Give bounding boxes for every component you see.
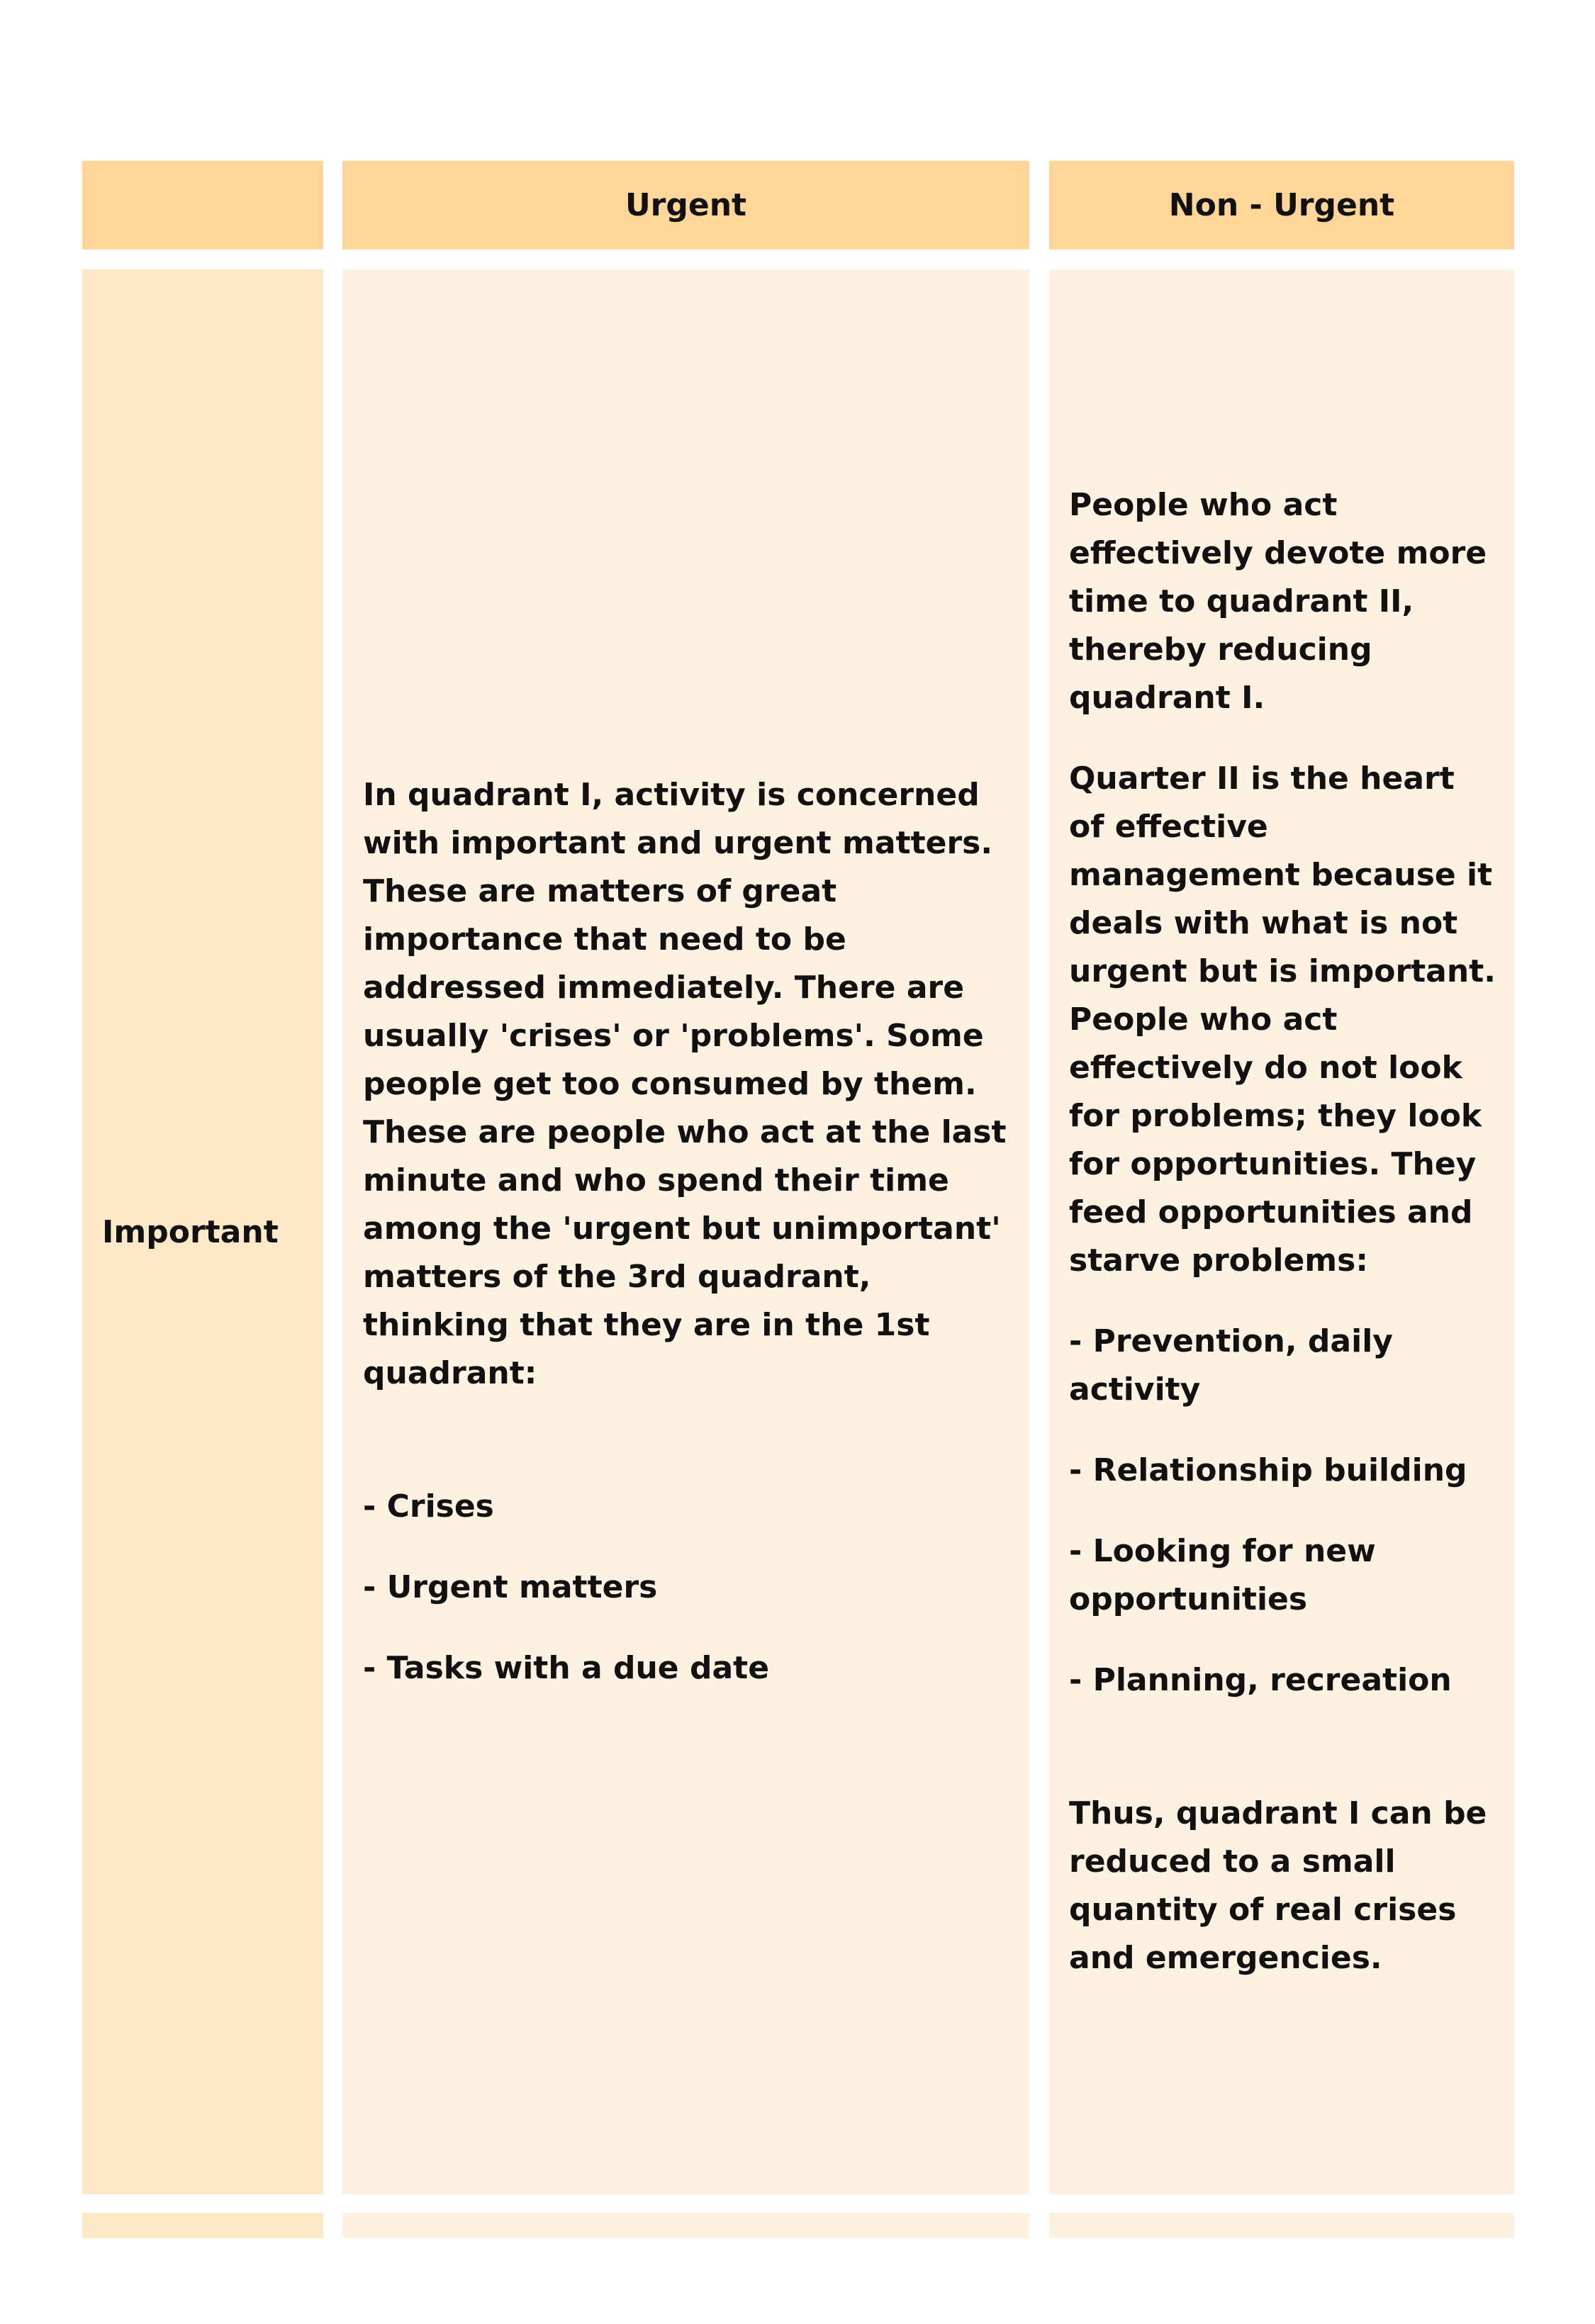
- urgent-list-item: - Urgent matters: [363, 1569, 658, 1605]
- urgent-important-cell: [342, 269, 1029, 2194]
- non-urgent-list-item: - Relationship building: [1069, 1452, 1467, 1488]
- non-urgent-list-item: - Looking for new opportunities: [1069, 1533, 1376, 1617]
- non-urgent-list-item: - Planning, recreation: [1069, 1662, 1452, 1698]
- next-row-non-urgent-stub: [1049, 2213, 1514, 2238]
- non-urgent-important-cell: [1049, 269, 1514, 2194]
- non-urgent-paragraph-1: People who act effectively devote more time to quadrant II, thereby reducing quadrant I.: [1069, 487, 1487, 716]
- row-label-text: Important: [102, 1213, 279, 1250]
- non-urgent-list-item: - Prevention, daily activity: [1069, 1323, 1393, 1408]
- non-urgent-conclusion: Thus, quadrant I can be reduced to a small quantity of real crises and emergencies.: [1069, 1795, 1487, 1976]
- header-non-urgent: Non - Urgent: [1049, 161, 1514, 249]
- urgent-list-item: - Tasks with a due date: [363, 1650, 770, 1686]
- urgent-intro-text: In quadrant I, activity is concerned with important and urgent matters. These are matters of great importance that need to be addressed immediately. There are usually 'crises' or 'problems'. Some people get too consumed by them. These are people who act at the last minute and who spend their time among the 'urgent but unimportant' matters of the 3rd quadrant, thinking that they are in the 1st quadrant:: [363, 777, 1007, 1391]
- row-label-important: [82, 269, 323, 2194]
- urgent-list-item: - Crises: [363, 1488, 494, 1525]
- next-row-label-stub: [82, 2213, 323, 2238]
- header-corner-cell: [82, 161, 323, 249]
- non-urgent-paragraph-2: Quarter II is the heart of effective management because it deals with what is not urgent but is important. People who act effectively do not look for problems; they look for opportunities. They feed opportunities and starve problems:: [1069, 760, 1496, 1279]
- header-urgent: Urgent: [342, 161, 1029, 249]
- next-row-urgent-stub: [342, 2213, 1029, 2238]
